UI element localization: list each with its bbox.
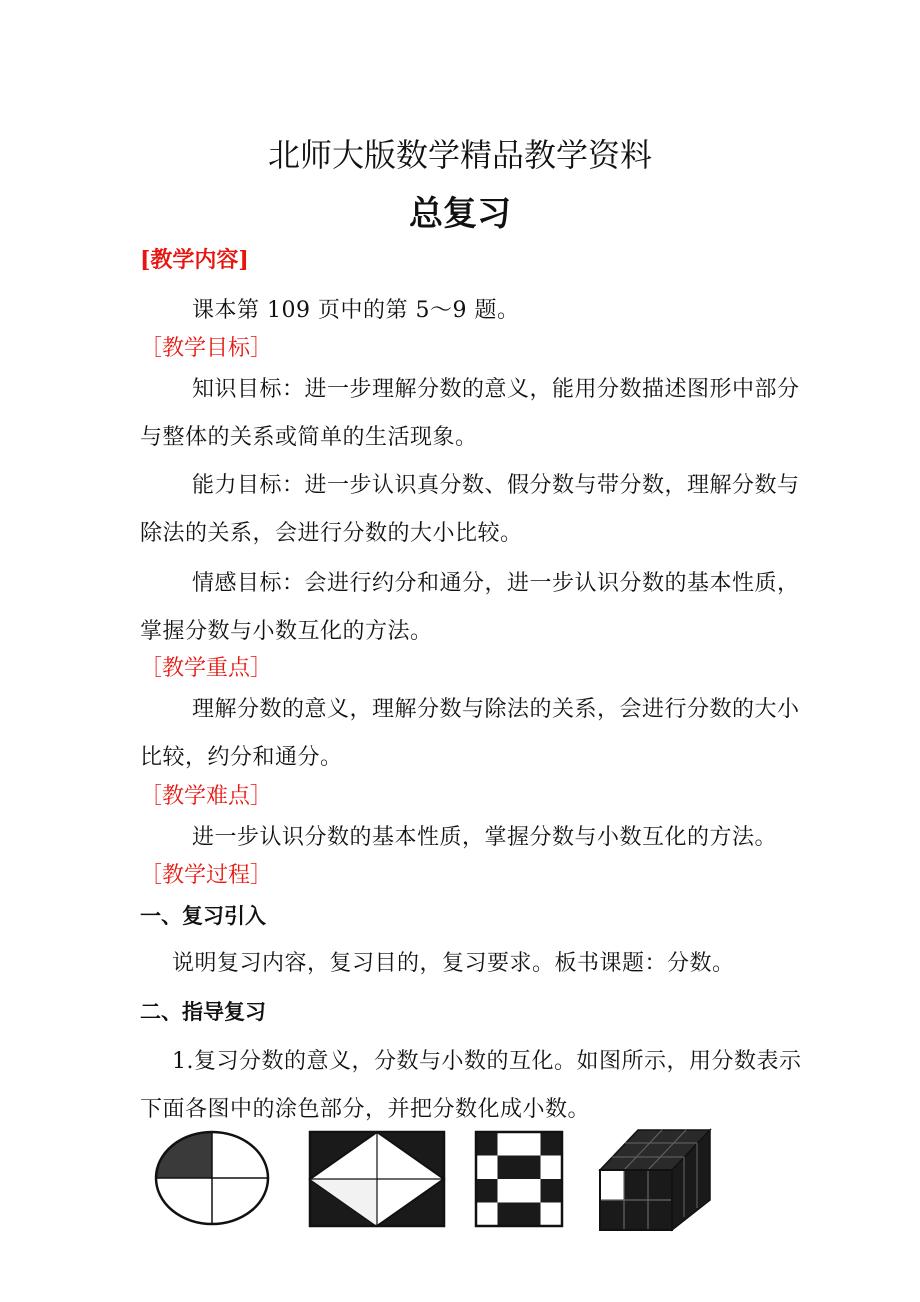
goal-emotion-line2: 掌握分数与小数互化的方法。 bbox=[140, 619, 433, 644]
goal-knowledge-line2: 与整体的关系或简单的生活现象。 bbox=[140, 425, 478, 450]
section-label-content: [教学内容] bbox=[140, 247, 249, 273]
key-line1: 理解分数的意义，理解分数与除法的关系，会进行分数的大小 bbox=[192, 697, 800, 722]
goal-emotion-line1: 情感目标：会进行约分和通分，进一步认识分数的基本性质， bbox=[192, 571, 800, 596]
section-label-process: ［教学过程］ bbox=[140, 863, 273, 888]
section-label-difficult: ［教学难点］ bbox=[140, 784, 273, 809]
figure-ellipse-quarters bbox=[156, 1132, 268, 1224]
key-line2: 比较，约分和通分。 bbox=[140, 745, 343, 770]
goal-ability-line2: 除法的关系，会进行分数的大小比较。 bbox=[140, 521, 523, 546]
figure-rhombus-rectangle bbox=[310, 1132, 444, 1226]
difficult-text: 进一步认识分数的基本性质，掌握分数与小数互化的方法。 bbox=[192, 825, 778, 850]
step2-line1: 1.复习分数的意义，分数与小数的互化。如图所示，用分数表示 bbox=[172, 1049, 802, 1074]
doc-subtitle: 总复习 bbox=[409, 194, 511, 234]
step1-heading: 一、复习引入 bbox=[140, 904, 266, 928]
section-label-key: ［教学重点］ bbox=[140, 656, 273, 681]
goal-ability-line1: 能力目标：进一步认识真分数、假分数与带分数，理解分数与 bbox=[192, 473, 800, 498]
section-label-goals: ［教学目标］ bbox=[140, 336, 273, 361]
figure-cube-block bbox=[600, 1130, 710, 1230]
step2-line2: 下面各图中的涂色部分，并把分数化成小数。 bbox=[140, 1097, 591, 1122]
step2-heading: 二、指导复习 bbox=[140, 1000, 266, 1024]
step1-text: 说明复习内容，复习目的，复习要求。板书课题：分数。 bbox=[172, 951, 735, 976]
goal-knowledge-line1: 知识目标：进一步理解分数的意义，能用分数描述图形中部分 bbox=[192, 377, 800, 402]
content-text: 课本第 109 页中的第 5～9 题。 bbox=[192, 298, 520, 323]
fraction-figures bbox=[150, 1128, 720, 1232]
figure-grid bbox=[476, 1132, 562, 1226]
doc-title: 北师大版数学精品教学资料 bbox=[267, 136, 652, 174]
